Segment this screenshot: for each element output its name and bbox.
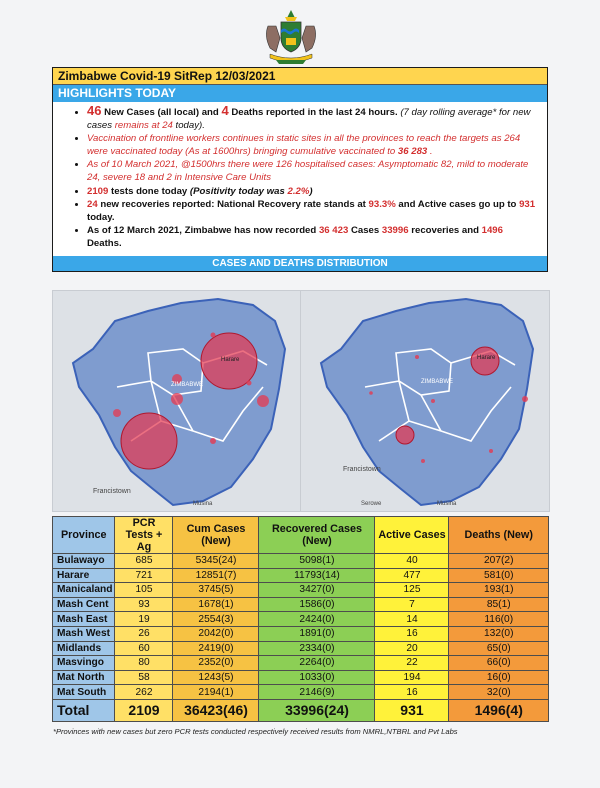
table-cell: 2264(0) xyxy=(259,656,375,671)
table-cell: 14 xyxy=(375,612,449,627)
table-cell: 1678(1) xyxy=(173,597,259,612)
svg-text:ZIMBABWE: ZIMBABWE xyxy=(171,382,204,388)
table-cell: 2042(0) xyxy=(173,626,259,641)
table-cell: 2419(0) xyxy=(173,641,259,656)
table-cell: 262 xyxy=(115,685,173,700)
coat-of-arms-emblem xyxy=(258,8,324,68)
cases-map xyxy=(52,290,302,512)
highlights-list xyxy=(53,102,547,256)
table-cell: 3427(0) xyxy=(259,583,375,598)
cases-bubble-manicaland xyxy=(257,395,269,407)
table-cell: 11793(14) xyxy=(259,568,375,583)
table-cell: 2424(0) xyxy=(259,612,375,627)
table-cell: 5345(24) xyxy=(173,554,259,569)
table-row xyxy=(53,685,549,700)
table-row xyxy=(53,641,549,656)
cases-bubble-bulawayo xyxy=(121,413,177,469)
deaths-bubble-matsouth xyxy=(421,459,425,463)
deaths-bubble-mashwest xyxy=(415,355,419,359)
total-cell: 1496(4) xyxy=(449,699,549,721)
highlight-recoveries: • 24 new recoveries reported: National Recovery rate stands at 93.3% and Active cases go up to 931 today. xyxy=(87,199,539,224)
table-cell: 80 xyxy=(115,656,173,671)
cases-bubble-masvingo xyxy=(210,438,216,444)
province-name: Harare xyxy=(53,568,115,583)
highlight-hospitalised: • As of 10 March 2021, @1500hrs there were 126 hospitalised cases: Asymptomatic 82, mild to moderate 24, severe 18 and 2 in Intensive Care Units xyxy=(87,159,539,184)
table-cell: 2194(1) xyxy=(173,685,259,700)
table-cell: 66(0) xyxy=(449,656,549,671)
table-cell: 125 xyxy=(375,583,449,598)
col-recovered: Recovered Cases (New) xyxy=(259,517,375,554)
table-cell: 40 xyxy=(375,554,449,569)
table-cell: 685 xyxy=(115,554,173,569)
cases-bubble-midlands xyxy=(171,393,183,405)
total-cell: 36423(46) xyxy=(173,699,259,721)
zimbabwe-outline xyxy=(321,299,533,505)
cases-bubble-mashcent xyxy=(211,333,216,338)
table-cell: 12851(7) xyxy=(173,568,259,583)
table-cell: 2334(0) xyxy=(259,641,375,656)
table-cell: 194 xyxy=(375,670,449,685)
province-name: Mash Cent xyxy=(53,597,115,612)
footnote: *Provinces with new cases but zero PCR tests conducted respectively received results from NMRL,NTBRL and Pvt Labs xyxy=(53,727,458,736)
deaths-bubble-masvingo xyxy=(489,449,493,453)
table-cell: 32(0) xyxy=(449,685,549,700)
province-name: Mat South xyxy=(53,685,115,700)
highlights-heading: HIGHLIGHTS TODAY xyxy=(53,85,547,102)
table-cell: 2146(9) xyxy=(259,685,375,700)
table-cell: 58 xyxy=(115,670,173,685)
table-cell: 1033(0) xyxy=(259,670,375,685)
distribution-heading: CASES AND DEATHS DISTRIBUTION xyxy=(53,256,547,271)
table-row xyxy=(53,656,549,671)
table-row xyxy=(53,583,549,598)
report-title: Zimbabwe Covid-19 SitRep 12/03/2021 xyxy=(53,68,547,85)
svg-text:Musina: Musina xyxy=(193,501,213,507)
svg-text:Francistown: Francistown xyxy=(343,466,381,473)
province-name: Midlands xyxy=(53,641,115,656)
table-total-row xyxy=(53,699,549,721)
table-cell: 85(1) xyxy=(449,597,549,612)
col-pcr-tests: PCR Tests + Ag xyxy=(115,517,173,554)
province-name: Mat North xyxy=(53,670,115,685)
table-cell: 2352(0) xyxy=(173,656,259,671)
col-cum-cases: Cum Cases (New) xyxy=(173,517,259,554)
deaths-bubble-bulawayo xyxy=(396,426,414,444)
highlight-cumulative: • As of 12 March 2021, Zimbabwe has now recorded 36 423 Cases 33996 recoveries and 1496 Deaths. xyxy=(87,225,539,250)
table-cell: 3745(5) xyxy=(173,583,259,598)
table-cell: 2554(3) xyxy=(173,612,259,627)
table-header-row xyxy=(53,517,549,554)
highlight-new-cases: • 46 New Cases (all local) and 4 Deaths reported in the last 24 hours. (7 day rolling average* for new cases remains at 24 today). xyxy=(87,105,539,132)
table-cell: 1891(0) xyxy=(259,626,375,641)
svg-text:Francistown: Francistown xyxy=(93,488,131,495)
svg-text:Serowe: Serowe xyxy=(361,501,382,507)
province-name: Masvingo xyxy=(53,656,115,671)
col-active: Active Cases xyxy=(375,517,449,554)
table-cell: 20 xyxy=(375,641,449,656)
table-row xyxy=(53,626,549,641)
table-cell: 65(0) xyxy=(449,641,549,656)
province-name: Mash West xyxy=(53,626,115,641)
table-cell: 26 xyxy=(115,626,173,641)
table-cell: 16 xyxy=(375,626,449,641)
table-cell: 477 xyxy=(375,568,449,583)
deaths-bubble-harare xyxy=(471,347,499,375)
table-cell: 207(2) xyxy=(449,554,549,569)
cases-bubble-matnorth xyxy=(113,409,121,417)
highlight-tests: • 2109 tests done today (Positivity today was 2.2%) xyxy=(87,186,539,199)
table-cell: 22 xyxy=(375,656,449,671)
svg-text:ZIMBABWE: ZIMBABWE xyxy=(421,379,454,385)
province-name: Mash East xyxy=(53,612,115,627)
table-cell: 1243(5) xyxy=(173,670,259,685)
table-cell: 132(0) xyxy=(449,626,549,641)
total-cell: 2109 xyxy=(115,699,173,721)
svg-text:Musina: Musina xyxy=(437,501,457,507)
table-cell: 60 xyxy=(115,641,173,656)
table-row xyxy=(53,597,549,612)
svg-text:Harare: Harare xyxy=(477,355,496,361)
total-cell: 33996(24) xyxy=(259,699,375,721)
cases-bubble-mashe xyxy=(247,381,252,386)
table-cell: 581(0) xyxy=(449,568,549,583)
sitrep-report xyxy=(52,67,548,272)
total-label: Total xyxy=(53,699,115,721)
table-cell: 16(0) xyxy=(449,670,549,685)
deaths-bubble-matnorth xyxy=(369,391,373,395)
table-cell: 721 xyxy=(115,568,173,583)
table-cell: 93 xyxy=(115,597,173,612)
table-cell: 193(1) xyxy=(449,583,549,598)
total-cell: 931 xyxy=(375,699,449,721)
table-cell: 7 xyxy=(375,597,449,612)
table-row xyxy=(53,554,549,569)
highlight-vaccination: • Vaccination of frontline workers continues in static sites in all the provinces to reach the targets as 264 were vaccinated today (As at 1600hrs) bringing cumulative vaccinated to 36 283 . xyxy=(87,133,539,158)
table-row xyxy=(53,568,549,583)
table-cell: 5098(1) xyxy=(259,554,375,569)
province-table xyxy=(52,516,549,722)
deaths-bubble-midlands xyxy=(431,399,435,403)
col-province: Province xyxy=(53,517,115,554)
province-name: Manicaland xyxy=(53,583,115,598)
table-cell: 1586(0) xyxy=(259,597,375,612)
table-cell: 19 xyxy=(115,612,173,627)
deaths-map xyxy=(300,290,550,512)
table-row xyxy=(53,612,549,627)
table-row xyxy=(53,670,549,685)
svg-text:Harare: Harare xyxy=(221,357,240,363)
province-name: Bulawayo xyxy=(53,554,115,569)
table-cell: 16 xyxy=(375,685,449,700)
deaths-bubble-manicaland xyxy=(522,396,528,402)
col-deaths: Deaths (New) xyxy=(449,517,549,554)
table-cell: 116(0) xyxy=(449,612,549,627)
table-cell: 105 xyxy=(115,583,173,598)
